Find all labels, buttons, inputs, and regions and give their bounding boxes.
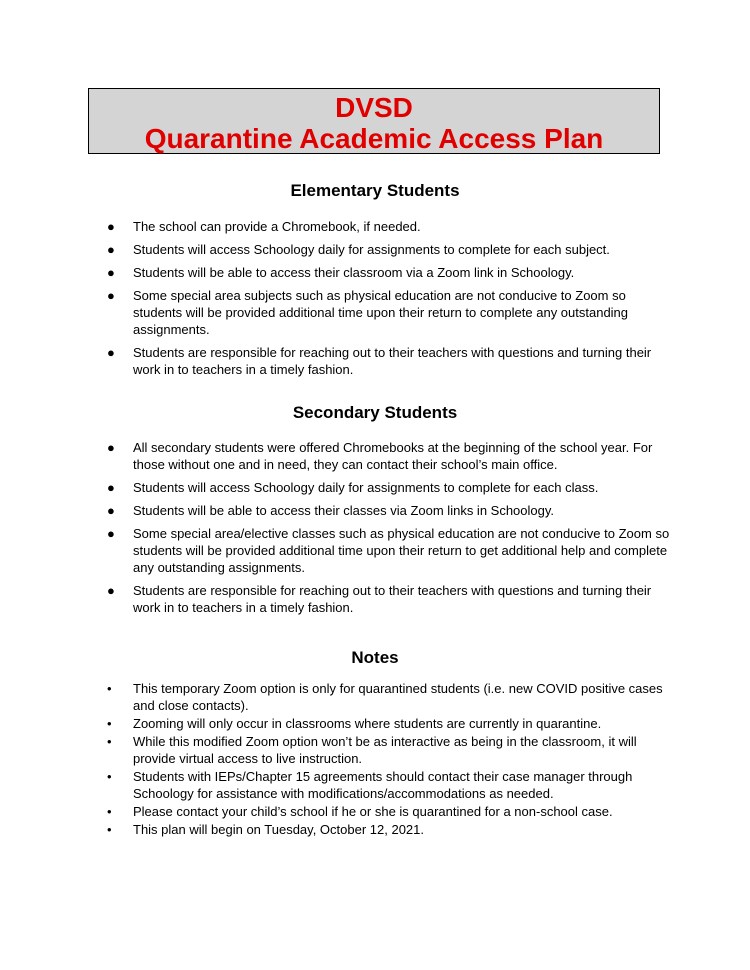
notes-list [107,680,673,839]
bullet-icon: • [107,734,112,749]
list-item: ● The school can provide a Chromebook, if needed. [107,219,421,234]
list-item: • Zooming will only occur in classrooms where students are currently in quarantine. [107,716,602,731]
list-item: ● Some special area/elective classes such as physical education are not conducive to Zoom so students will be provided additional time upon their return to get additional help and complete any outstanding assignments. [107,526,670,575]
elementary-list [107,218,673,384]
secondary-heading: Secondary Students [292,403,458,422]
title-line-district: DVSD [335,92,413,123]
list-item: ● Some special area subjects such as physical education are not conducive to Zoom so students will be provided additional time upon their return to complete any outstanding assignments. [107,288,629,337]
title-banner [88,88,660,154]
bullet-icon: • [107,822,112,837]
bullet-icon: • [107,769,112,784]
bullet-icon: • [107,681,112,696]
bullet-icon: ● [107,480,115,495]
title-line-plan: Quarantine Academic Access Plan [144,123,604,154]
bullet-icon: ● [107,440,115,455]
list-item: • Students with IEPs/Chapter 15 agreements should contact their case manager through Schoology for assistance with modifications/accommodations as needed. [107,769,633,801]
bullet-icon: • [107,716,112,731]
bullet-icon: ● [107,265,115,280]
elementary-heading: Elementary Students [290,181,460,200]
list-item: ● Students will be able to access their classroom via a Zoom link in Schoology. [107,265,575,280]
bullet-icon: ● [107,526,115,541]
notes-heading: Notes [351,648,399,667]
secondary-list [107,439,673,622]
list-item: ● Students are responsible for reaching out to their teachers with questions and turning their work in to teachers in a timely fashion. [107,345,652,377]
list-item: ● Students will access Schoology daily for assignments to complete for each subject. [107,242,610,257]
list-item: • While this modified Zoom option won’t be as interactive as being in the classroom, it will provide virtual access to live instruction. [107,734,637,766]
bullet-icon: ● [107,345,115,360]
list-item: ● Students will be able to access their classes via Zoom links in Schoology. [107,503,555,518]
list-item: • This plan will begin on Tuesday, October 12, 2021. [107,822,424,837]
list-item: ● Students will access Schoology daily for assignments to complete for each class. [107,480,599,495]
bullet-icon: ● [107,503,115,518]
list-item: ● Students are responsible for reaching out to their teachers with questions and turning their work in to teachers in a timely fashion. [107,583,652,615]
list-item: • Please contact your child’s school if he or she is quarantined for a non-school case. [107,804,613,819]
bullet-icon: ● [107,288,115,303]
list-item: • This temporary Zoom option is only for quarantined students (i.e. new COVID positive cases and close contacts). [107,681,663,713]
bullet-icon: ● [107,219,115,234]
list-item: ● All secondary students were offered Chromebooks at the beginning of the school year. For those without one and in need, they can contact their school’s main office. [107,440,653,472]
bullet-icon: ● [107,583,115,598]
bullet-icon: • [107,804,112,819]
bullet-icon: ● [107,242,115,257]
